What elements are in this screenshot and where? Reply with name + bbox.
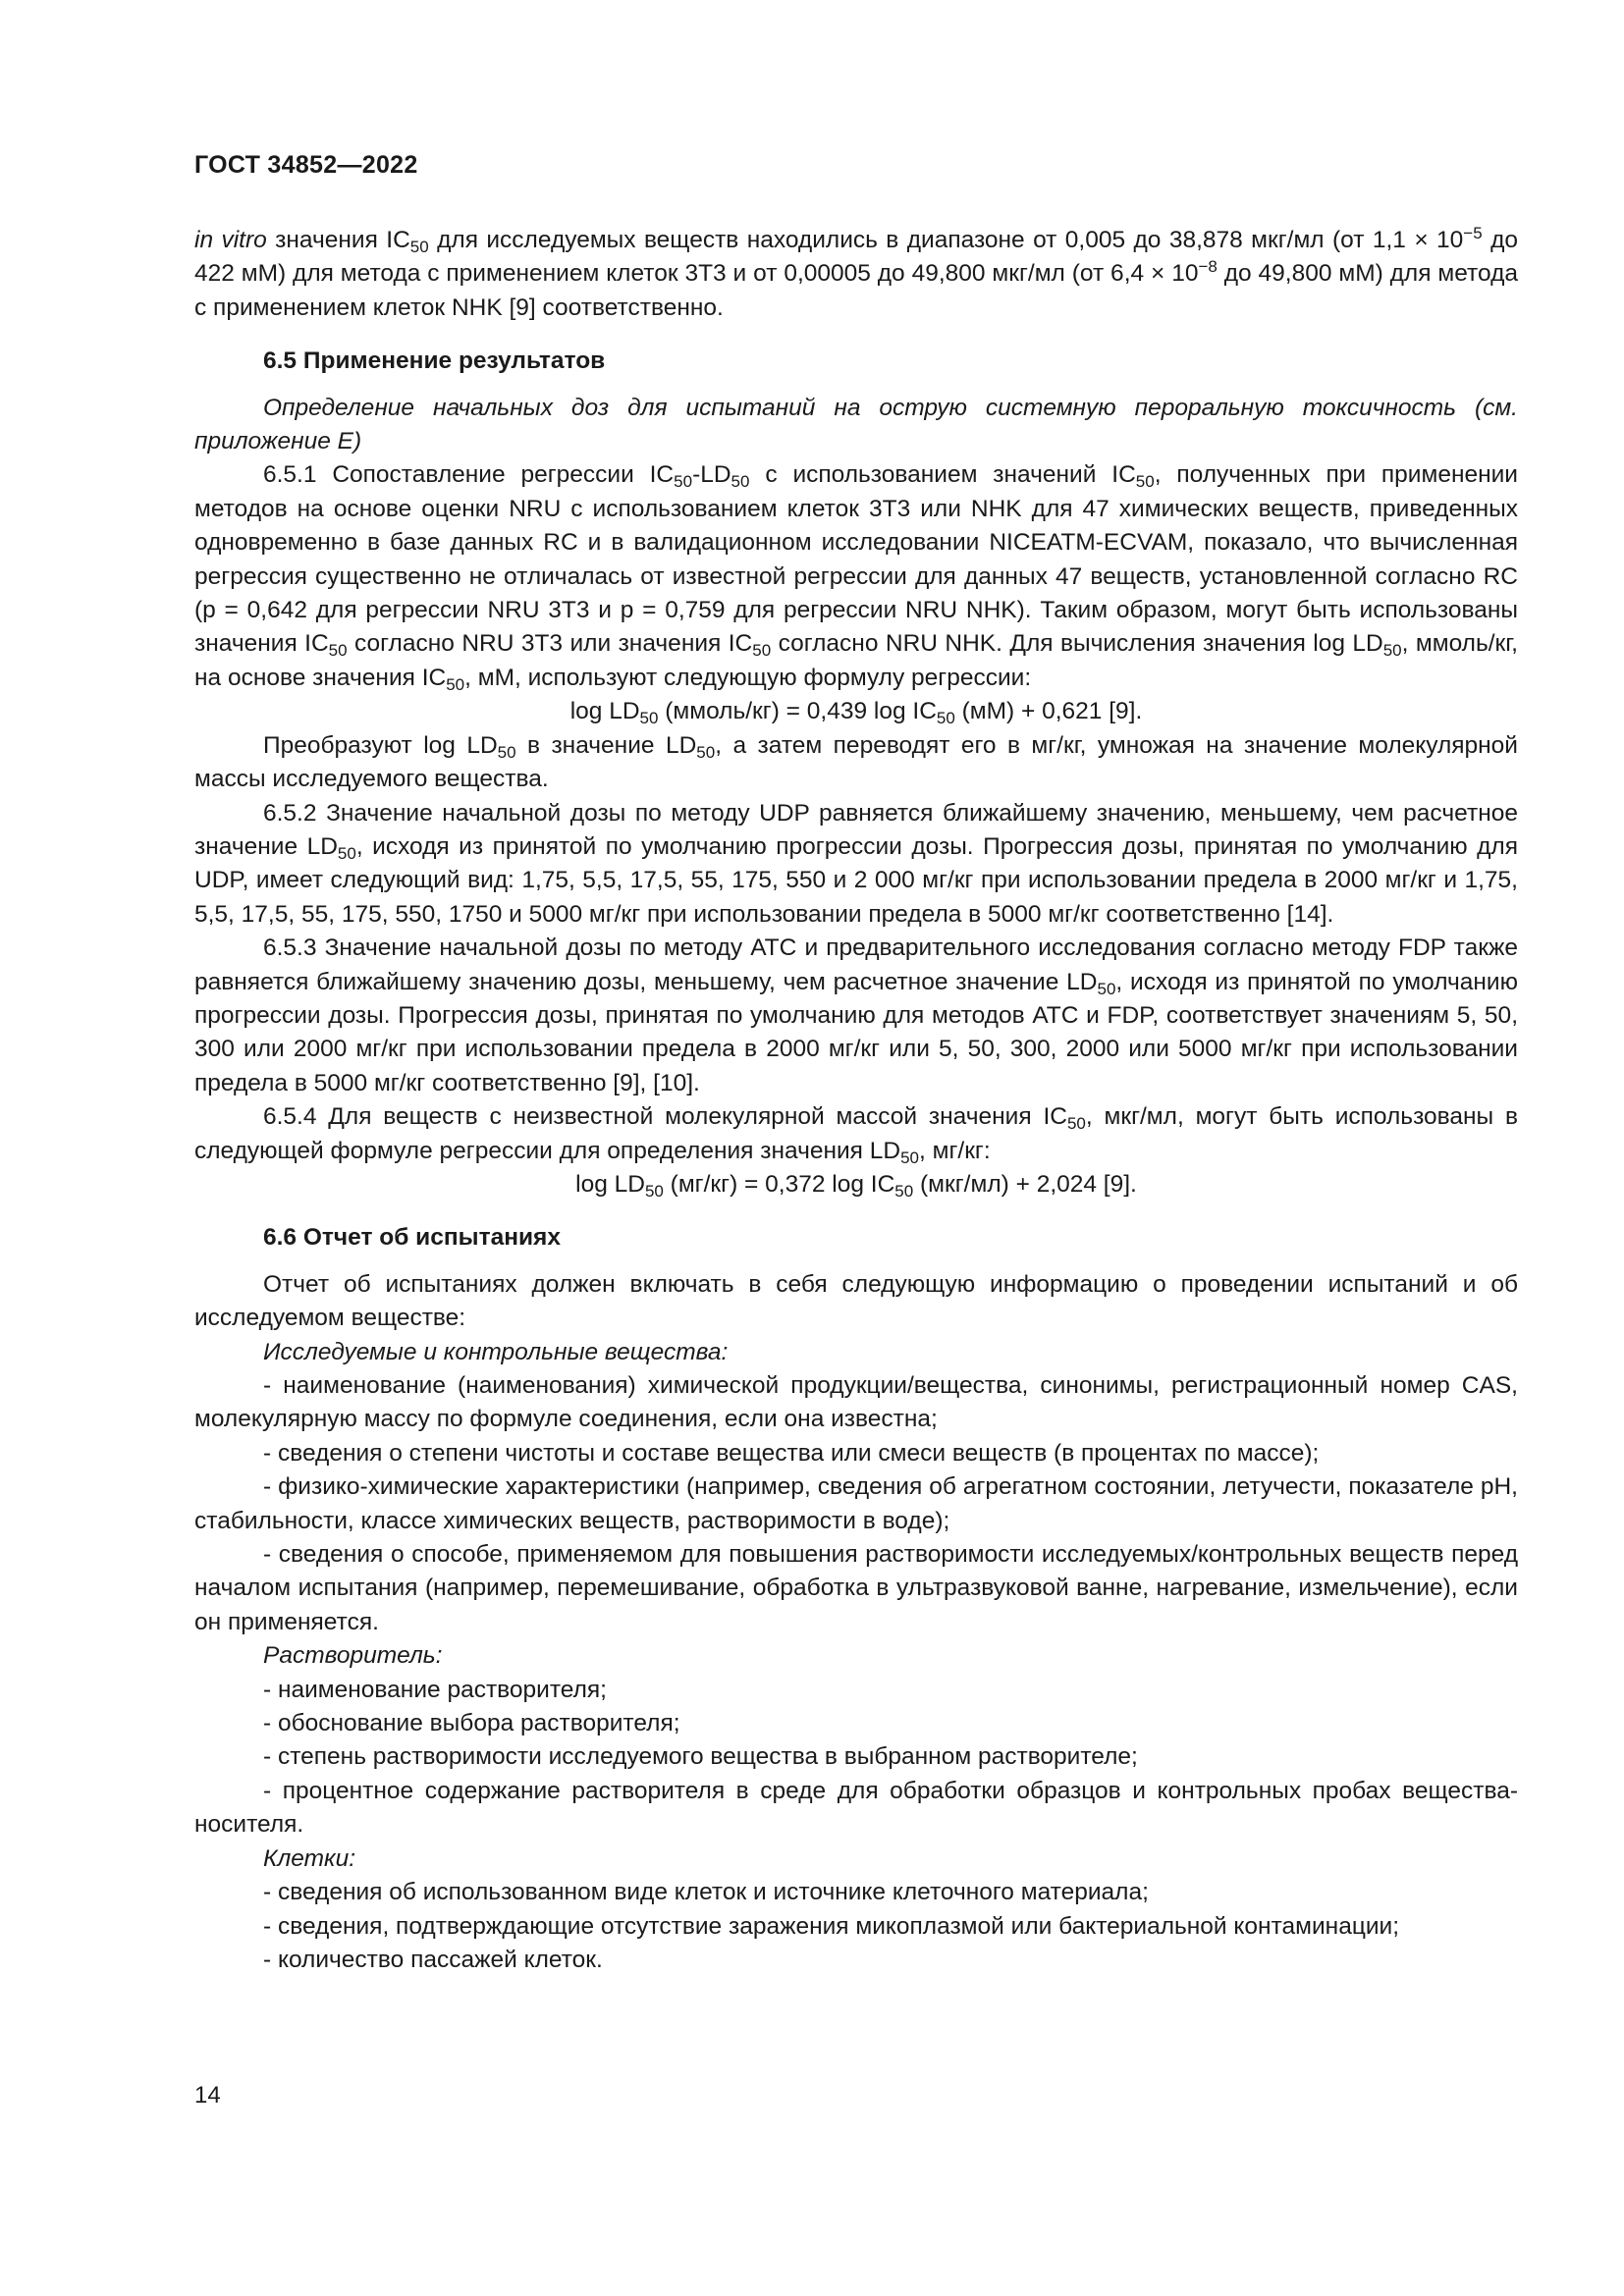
page-number: 14	[194, 2082, 221, 2109]
section-6-6-heading: 6.6 Отчет об испытаниях	[263, 1224, 561, 1252]
document-body	[194, 224, 1518, 1977]
list-item: - обоснование выбора растворителя;	[263, 1710, 680, 1737]
paragraph-6-5-2: 6.5.2 Значение начальной дозы по методу UDP равняется ближайшему значению, меньшему, чем расчетное значение $LD_{50}$, исходя из принятой по умолчанию прогрессии дозы. Прогрессия дозы, принятая по умолчанию для UDP, имеет следующий вид: 1,75, 5,5, 17,5, 55, 175, 550 и 2 000 мг/кг при использовании предела в 2000 мг/кг и 1,75, 5,5, 17,5, 55, 175, 550, 1750 и 5000 мг/кг при использовании предела в 5000 мг/кг соответственно [14].	[194, 799, 1518, 928]
intro-paragraph: in vitro значения $IC_{50}$ для исследуемых веществ находились в диапазоне от 0,005 до 38,878 мкг/мл (от $1,1 \times 10^{-5}$ до 422 мМ) для метода с применением клеток 3Т3 и от 0,00005 до 49,800 мкг/мл (от $6,4 \times 10^{-8}$ до 49,800 мМ) для метода с применением клеток NHK [9] соответственно.	[194, 224, 1519, 321]
paragraph-6-5-1: 6.5.1 Сопоставление регрессии $IC_{50}-LD_{50}$ с использованием значений $IC_{50}$, полученных при применении методов на основе оценки NRU с использованием клеток 3Т3 или NHK для 47 химических веществ, приведенных одновременно в базе данных RC и в валидационном исследовании NICEATM-ECVAM, показало, что вычисленная регрессия существенно не отличалась от известной регрессии для данных 47 веществ, установленной согласно RC (р = 0,642 для регрессии NRU 3Т3 и р = 0,759 для регрессии NRU NHK). Таким образом, могут быть использованы значения $IC_{50}$ согласно NRU 3T3 или значения $IC_{50}$ согласно NRU NHK. Для вычисления значения $\log LD_{50}$, ммоль/кг, на основе значения $IC_{50}$, мМ, используют следующую формулу регрессии:	[194, 461, 1518, 694]
paragraph-6-5-3: 6.5.3 Значение начальной дозы по методу АТС и предварительного исследования согласно методу FDP также равняется ближайшему значению дозы, меньшему, чем расчетное значение $LD_{50}$, исходя из принятой по умолчанию прогрессии дозы. Прогрессия дозы, принятая по умолчанию для методов АТС и FDP, соответствует значениям 5, 50, 300 или 2000 мг/кг при использовании предела в 2000 мг/кг или 5, 50, 300, 2000 или 5000 мг/кг при использовании предела в 5000 мг/кг соответственно [9], [10].	[194, 934, 1518, 1096]
list-item: - сведения, подтверждающие отсутствие заражения микоплазмой или бактериальной контаминации;	[263, 1912, 1400, 1940]
regression-formula-2: $\log LD_{50}$ (мг/кг) = 0,372 $\log IC_{50}$ (мкг/мл) + 2,024 [9].	[575, 1170, 1137, 1201]
section-6-5-heading: 6.5 Применение результатов	[263, 347, 606, 375]
list-item: - количество пассажей клеток.	[263, 1946, 603, 1973]
list-item: - сведения об использованном виде клеток и источнике клеточного материала;	[263, 1879, 1149, 1906]
list-item: - наименование растворителя;	[263, 1676, 607, 1703]
section-6-5-subtitle: Определение начальных доз для испытаний на острую системную пероральную токсичность (см. приложение Е)	[194, 394, 1518, 455]
list-item: - степень растворимости исследуемого вещества в выбранном растворителе;	[263, 1743, 1138, 1771]
group-title-cells: Клетки:	[263, 1844, 356, 1872]
document-code-header: ГОСТ 34852—2022	[194, 151, 418, 179]
list-item: - сведения о степени чистоты и составе вещества или смеси веществ (в процентах по массе);	[263, 1439, 1320, 1467]
list-item: - сведения о способе, применяемом для повышения растворимости исследуемых/контрольных веществ перед началом испытания (например, перемешивание, обработка в ультразвуковой ванне, нагревание, измельчение), если он применяется.	[194, 1541, 1518, 1635]
report-intro: Отчет об испытаниях должен включать в себя следующую информацию о проведении испытаний и об исследуемом веществе:	[194, 1270, 1518, 1332]
paragraph-6-5-4: 6.5.4 Для веществ с неизвестной молекулярной массой значения $IC_{50}$, мкг/мл, могут быть использованы в следующей формуле регрессии для определения значения $LD_{50}$, мг/кг:	[194, 1103, 1518, 1167]
paragraph-conversion: Преобразуют $\log LD_{50}$ в значение $LD_{50}$, а затем переводят его в мг/кг, умножая на значение молекулярной массы исследуемого вещества.	[194, 731, 1518, 793]
group-title-substances: Исследуемые и контрольные вещества:	[263, 1338, 729, 1365]
list-item: - физико-химические характеристики (например, сведения об агрегатном состоянии, летучести, показателе рН, стабильности, классе химических веществ, растворимости в воде);	[194, 1473, 1518, 1534]
list-item: - процентное содержание растворителя в среде для обработки образцов и контрольных пробах вещества-носителя.	[194, 1777, 1518, 1839]
regression-formula-1: $\log LD_{50}$ (ммоль/кг) = 0,439 $\log IC_{50}$ (мМ) + 0,621 [9].	[569, 698, 1143, 728]
group-title-solvent: Растворитель:	[263, 1642, 443, 1670]
list-item: - наименование (наименования) химической продукции/вещества, синонимы, регистрационный номер CAS, молекулярную массу по формуле соединения, если она известна;	[194, 1372, 1518, 1433]
